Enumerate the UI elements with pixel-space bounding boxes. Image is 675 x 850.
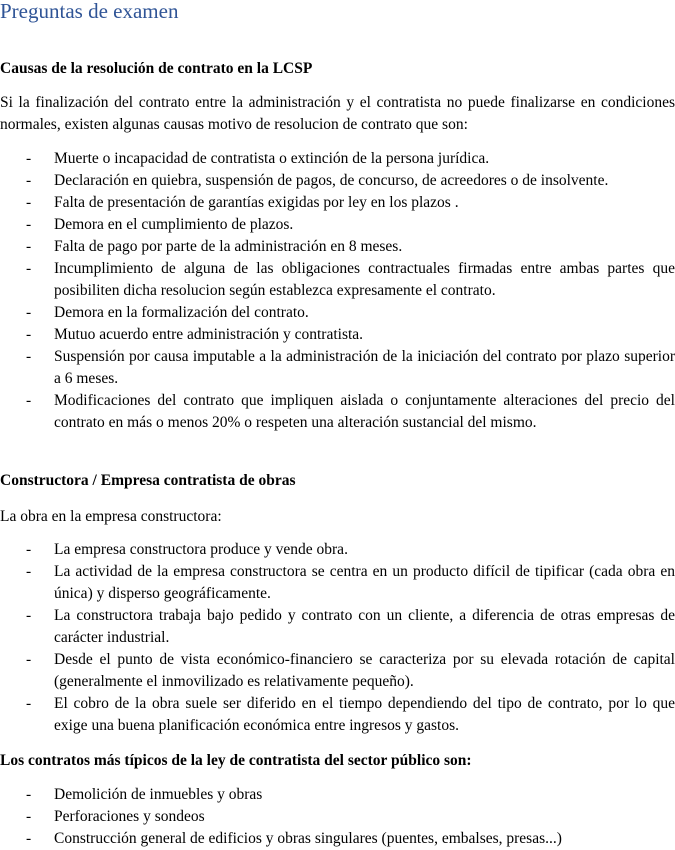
bullet-dash: - bbox=[26, 348, 32, 365]
list-item: - Suspensión por causa imputable a la administración de la iniciación del contrato por plazo superior a 6 meses. bbox=[26, 348, 675, 387]
list-item: - Modificaciones del contrato que impliquen aislada o conjuntamente alteraciones del precio del contrato en más o menos 20% o respeten una alteración sustancial del mismo. bbox=[26, 392, 675, 431]
list-item: - La empresa constructora produce y vende obra. bbox=[0, 539, 675, 561]
bullet-dash: - bbox=[26, 238, 32, 255]
bullet-dash: - bbox=[26, 150, 32, 167]
bullet-dash: - bbox=[26, 651, 32, 668]
page-title: Preguntas de examen bbox=[0, 0, 179, 23]
list-item: - La actividad de la empresa constructora se centra en un producto difícil de tipificar (cada obra en única) y disperso geográficamente. bbox=[26, 563, 675, 602]
bullet-dash: - bbox=[26, 786, 32, 803]
section-heading-causas: Causas de la resolución de contrato en la LCSP bbox=[0, 60, 313, 77]
list-contratos bbox=[0, 784, 675, 850]
list-item: - Desde el punto de vista económico-financiero se caracteriza por su elevada rotación de capital (generalmente el inmovilizado es relativamente pequeño). bbox=[26, 651, 675, 690]
list-constructora bbox=[0, 539, 675, 737]
list-item: - Falta de pago por parte de la administración en 8 meses. bbox=[0, 236, 675, 258]
list-item: - La constructora trabaja bajo pedido y contrato con un cliente, a diferencia de otras empresas de carácter industrial. bbox=[26, 607, 675, 646]
section-intro-constructora: La obra en la empresa constructora: bbox=[0, 508, 222, 525]
section-heading-constructora: Constructora / Empresa contratista de obras bbox=[0, 472, 296, 489]
list-item: - Demora en el cumplimiento de plazos. bbox=[0, 214, 675, 236]
list-item: - El cobro de la obra suele ser diferido en el tiempo dependiendo del tipo de contrato, por lo que exige una buena planificación económica entre ingresos y gastos. bbox=[26, 695, 675, 734]
list-item: - Demora en la formalización del contrato. bbox=[0, 302, 675, 324]
bullet-dash: - bbox=[26, 172, 32, 189]
bullet-dash: - bbox=[26, 304, 32, 321]
list-item: - Declaración en quiebra, suspensión de pagos, de concurso, de acreedores o de insolvente. bbox=[0, 170, 675, 192]
list-item: - Incumplimiento de alguna de las obligaciones contractuales firmadas entre ambas partes que posibiliten dicha resolucion según establezca expresamente el contrato. bbox=[26, 260, 675, 299]
section-heading-contratos: Los contratos más típicos de la ley de contratista del sector público son: bbox=[0, 752, 472, 769]
bullet-dash: - bbox=[26, 392, 32, 409]
bullet-dash: - bbox=[26, 326, 32, 343]
bullet-dash: - bbox=[26, 830, 32, 847]
bullet-dash: - bbox=[26, 216, 32, 233]
bullet-dash: - bbox=[26, 541, 32, 558]
bullet-dash: - bbox=[26, 695, 32, 712]
bullet-dash: - bbox=[26, 563, 32, 580]
list-item: - Perforaciones y sondeos bbox=[0, 806, 675, 828]
list-causas bbox=[0, 148, 675, 434]
bullet-dash: - bbox=[26, 260, 32, 277]
bullet-dash: - bbox=[26, 194, 32, 211]
list-item: - Demolición de inmuebles y obras bbox=[0, 784, 675, 806]
list-item: - Construcción general de edificios y obras singulares (puentes, embalses, presas...) bbox=[0, 828, 675, 850]
list-item: - Mutuo acuerdo entre administración y contratista. bbox=[0, 324, 675, 346]
list-item: - Muerte o incapacidad de contratista o extinción de la persona jurídica. bbox=[0, 148, 675, 170]
bullet-dash: - bbox=[26, 808, 32, 825]
list-item: - Falta de presentación de garantías exigidas por ley en los plazos . bbox=[0, 192, 675, 214]
bullet-dash: - bbox=[26, 607, 32, 624]
section-intro-causas: Si la finalización del contrato entre la administración y el contratista no puede finalizarse en condiciones normales, existen algunas causas motivo de resolucion de contrato que son: bbox=[0, 94, 675, 133]
